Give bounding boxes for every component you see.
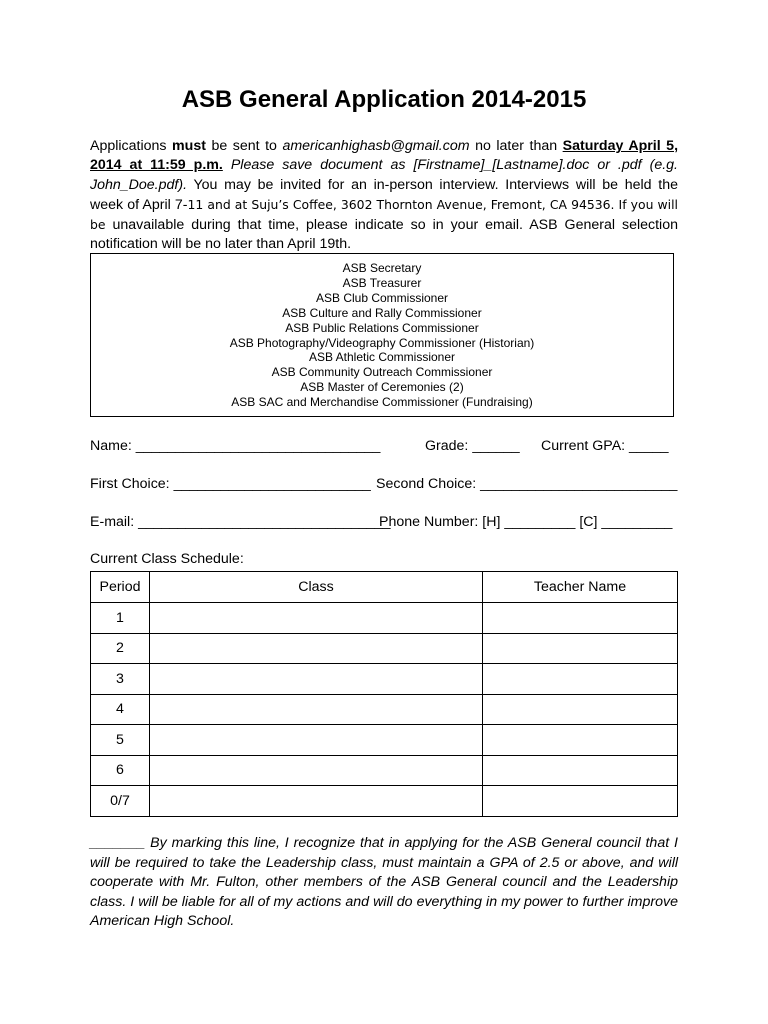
- must-emphasis: must: [172, 138, 206, 154]
- position-item: ASB Culture and Rally Commissioner: [282, 305, 482, 320]
- second-choice-field[interactable]: Second Choice: _________________________: [376, 476, 678, 492]
- intro-text: no later than: [469, 138, 563, 154]
- table-row: [91, 725, 678, 756]
- class-schedule-table: [90, 571, 678, 817]
- interview-location: 11 and at Suju’s Coffee, 3602 Thornton Avenue, Fremont, CA 94536. If you will be: [90, 196, 678, 233]
- teacher-cell[interactable]: [483, 755, 678, 786]
- class-cell[interactable]: [150, 603, 483, 634]
- class-header: Class: [150, 572, 483, 603]
- period-cell: 4: [91, 694, 150, 725]
- period-cell: 5: [91, 725, 150, 756]
- position-item: ASB SAC and Merchandise Commissioner (Fundraising): [231, 395, 533, 410]
- position-item: ASB Master of Ceremonies (2): [300, 380, 464, 395]
- teacher-cell[interactable]: [483, 694, 678, 725]
- certification-statement: _______ By marking this line, I recognize that in applying for the ASB General council that I will be required to take the Leadership class, must maintain a GPA of 2.5 or above, and will cooperate with Mr. Fulton, other members of the ASB General council and the Leadership class. I will be liable for all of my actions and will do everything in my power to further improve American High School.: [90, 835, 678, 929]
- class-cell[interactable]: [150, 725, 483, 756]
- class-cell[interactable]: [150, 786, 483, 817]
- schedule-label: Current Class Schedule:: [90, 551, 244, 567]
- table-row: [91, 694, 678, 725]
- table-row: [91, 633, 678, 664]
- name-field[interactable]: Name: _______________________________: [90, 438, 381, 454]
- teacher-header: Teacher Name: [483, 572, 678, 603]
- position-item: ASB Public Relations Commissioner: [285, 320, 479, 335]
- class-cell[interactable]: [150, 755, 483, 786]
- page-title: ASB General Application 2014-2015: [181, 86, 587, 113]
- teacher-cell[interactable]: [483, 633, 678, 664]
- teacher-cell[interactable]: [483, 603, 678, 634]
- deadline-text: Saturday April 5, 2014 at 11:59 p.m.: [90, 138, 679, 174]
- table-row: [91, 664, 678, 695]
- intro-text: be sent to: [205, 138, 283, 154]
- position-item: ASB Photography/Videography Commissioner (Historian): [229, 335, 535, 350]
- period-cell: 6: [91, 755, 150, 786]
- position-item: ASB Community Outreach Commissioner: [271, 365, 493, 380]
- intro-paragraph: [90, 137, 678, 255]
- class-cell[interactable]: [150, 664, 483, 695]
- position-item: ASB Athletic Commissioner: [308, 350, 456, 365]
- contact-email: americanhighasb@gmail.com: [282, 138, 470, 154]
- period-cell: 1: [91, 603, 150, 634]
- email-field[interactable]: E-mail: ________________________________: [90, 514, 391, 530]
- positions-box: [90, 253, 674, 417]
- period-cell: 2: [91, 633, 150, 664]
- table-row: [91, 603, 678, 634]
- teacher-cell[interactable]: [483, 786, 678, 817]
- table-header-row: [91, 572, 678, 603]
- table-row: [91, 755, 678, 786]
- grade-field[interactable]: Grade: ______: [425, 438, 520, 454]
- position-item: ASB Secretary: [342, 261, 422, 275]
- period-cell: 0/7: [91, 786, 150, 817]
- intro-text: unavailable during that time, please indicate so in your email. ASB General selection notification will be no later than April 19th.: [90, 217, 678, 253]
- table-row: [91, 786, 678, 817]
- teacher-cell[interactable]: [483, 664, 678, 695]
- position-item: ASB Club Commissioner: [315, 290, 449, 305]
- first-choice-field[interactable]: First Choice: _________________________: [90, 476, 371, 492]
- intro-text: Applications: [90, 138, 173, 154]
- gpa-field[interactable]: Current GPA: _____: [541, 438, 669, 454]
- class-cell[interactable]: [150, 694, 483, 725]
- save-instructions: Please save document as [Firstname]_[Lastname].doc or .pdf (e.g. John_Doe.pdf).: [90, 157, 678, 193]
- period-header: Period: [91, 572, 150, 603]
- teacher-cell[interactable]: [483, 725, 678, 756]
- phone-field[interactable]: Phone Number: [H] _________ [C] _________: [379, 514, 673, 530]
- position-item: ASB Treasurer: [342, 275, 422, 290]
- class-cell[interactable]: [150, 633, 483, 664]
- period-cell: 3: [91, 664, 150, 695]
- intro-text: You may be invited for an in-person interview. Interviews will be held the week of April 7-: [90, 176, 678, 213]
